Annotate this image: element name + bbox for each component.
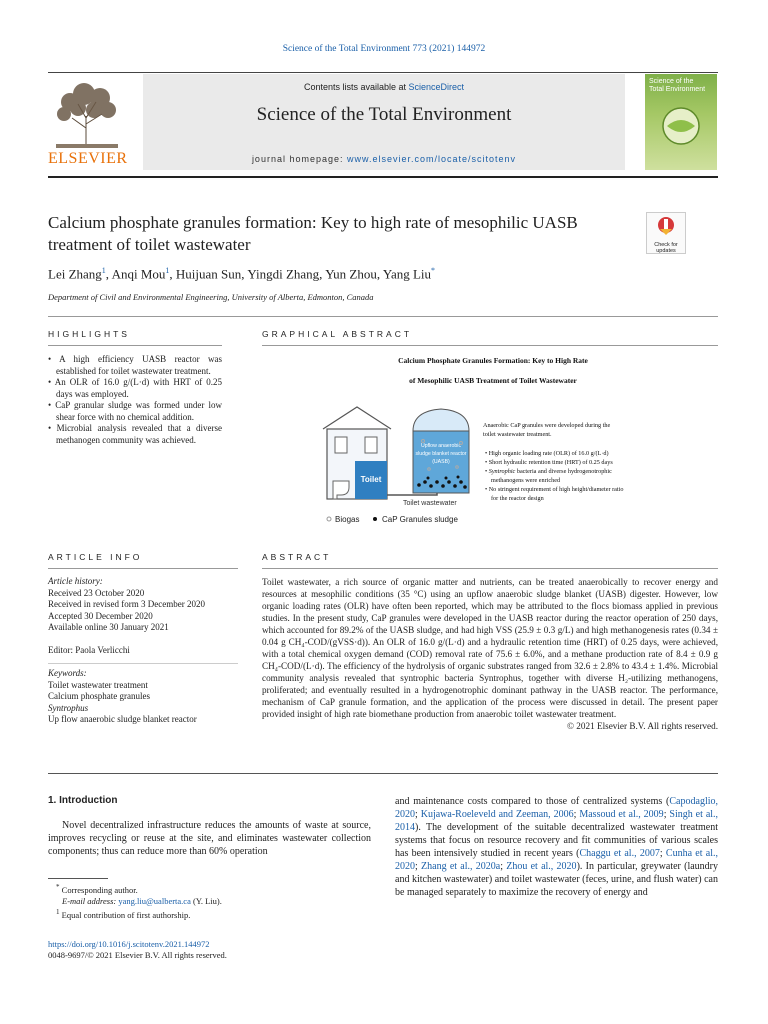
footnotes: [48, 882, 371, 921]
ga-toilet-label: Toilet: [360, 475, 382, 484]
author-mark[interactable]: 1: [101, 266, 106, 275]
ga-pipe-label: Toilet wastewater: [403, 500, 457, 507]
author-separator: ,: [376, 266, 383, 282]
article-info: [48, 576, 238, 726]
check-for-updates-badge[interactable]: [646, 212, 686, 254]
header-bottom-rule: [48, 176, 718, 178]
highlight-item: • An OLR of 16.0 g/(L·d) with HRT of 0.25 days was employed.: [48, 377, 222, 399]
homepage-link[interactable]: www.elsevier.com/locate/scitotenv: [347, 154, 517, 164]
editor: Editor: Paola Verlicchi: [48, 644, 130, 655]
keyword: Up flow anaerobic sludge blanket reactor: [48, 714, 197, 724]
author-separator: ,: [319, 266, 326, 282]
highlights-heading: HIGHLIGHTS: [48, 329, 130, 339]
sciencedirect-link[interactable]: ScienceDirect: [408, 82, 465, 92]
keyword: Syntrophus: [48, 702, 89, 713]
front-matter-rule: [48, 773, 718, 774]
affiliation: Department of Civil and Environmental Engineering, University of Alberta, Edmonton, Canada: [48, 292, 374, 302]
highlight-item: • A high efficiency UASB reactor was established for toilet wastewater treatment.: [48, 354, 223, 376]
keyword: Toilet wastewater treatment: [48, 679, 148, 690]
online-date: Available online 30 January 2021: [48, 622, 169, 632]
footer: [48, 939, 227, 961]
author-list: [48, 266, 435, 282]
ga-bullet3: • Syntrophic bacteria and diverse hydrogenotrophic: [485, 468, 612, 475]
ga-window-right: [365, 437, 377, 453]
ga-reactor-label2: sludge blanket reactor: [415, 451, 467, 457]
footnote-corresponding: * Corresponding author.: [56, 883, 138, 895]
contents-line: Contents lists available at ScienceDirect: [303, 82, 465, 92]
crossmark-label: Check for updates: [654, 242, 678, 254]
ga-intro-line1: Anaerobic CaP granules were developed during the: [483, 422, 611, 429]
ga-title-line1: Calcium Phosphate Granules Formation: Key to High Rate: [398, 356, 588, 365]
author-separator: ,: [105, 266, 112, 282]
history-label: Article history:: [48, 576, 103, 586]
article-info-rule: [48, 568, 238, 569]
abstract-text: Toilet wastewater, a rich source of organic matter and nutrients, can be treated anaerobically to recover energy and resources at mesophilic conditions (35 °C) using an upflow anaerobic sludge blanket (UASB) digester. However, low organic loading rates (OLR) have often been reported, which may be attributed to the flocs biomass applied in previous studies. In the present study, CaP granules were developed in the UASB reactor during the reactor operation of 250 days, which accounted for 89.2% of the UASB sludge, and had high VSS (25.9 ± 0.3 g/L) and high methanogenesis rates (0.34 ± 0.04 g CH₄-COD/(gVSS·d)). An OLR of 16.0 g/(L·d) and a hydraulic retention time (HRT) of 0.25 days, were achieved, with a total chemical oxygen demand (COD) removal rate of 75.6 ± 6.0%, and a methane production rate of 8.4 ± 0.9 g CH₄-COD/(L·d). The efficiency of the hydrolysis of organic substrates ranged from 32.6 ± 2.8% to 43.4 ± 1.4%. Microbial community analysis revealed that syntrophic bacteria Syntrophus, together with diverse H₂-utilizing methanogens, proliferated; and eventually resulted in a hydrogenotrophic dominant pathway in the UASB reactor. The performance, mechanism of CaP granule formation, and the application of the process were discussed in detail. The present paper provided insight of high rate biomethane production from anaerobic toilet wastewater treatment.: [262, 577, 718, 719]
abstract-copyright: © 2021 Elsevier B.V. All rights reserved.: [567, 721, 718, 731]
introduction-col1: Novel decentralized infrastructure reduces the amounts of waste at source, improves recycling or reuse at the site, and eliminates wastewater collection components; thus can reduce more than 60% operation: [48, 820, 371, 857]
ga-bullet4: • No stringent requirement of high height/diameter ratio: [485, 486, 624, 493]
author-separator: ,: [241, 266, 248, 282]
graphical-abstract-heading: GRAPHICAL ABSTRACT: [262, 329, 413, 339]
author-mark[interactable]: 1: [165, 266, 170, 275]
ref-link[interactable]: Zhou et al., 2020: [506, 861, 577, 872]
graphical-abstract-rule: [262, 345, 718, 346]
issn-line: 0048-9697/© 2021 Elsevier B.V. All rights reserved.: [48, 950, 227, 960]
ref-link[interactable]: Singh et al., 2014: [395, 809, 719, 833]
author-name[interactable]: Huijuan Sun: [175, 266, 242, 282]
keyword: Calcium phosphate granules: [48, 691, 150, 701]
highlight-item: • CaP granular sludge was formed under low shear force with no chemical addition.: [48, 400, 222, 422]
journal-homepage: journal homepage: www.elsevier.com/locate/scitotenv: [251, 154, 517, 164]
ref-link[interactable]: Kujawa-Roeleveld and Zeeman, 2006: [420, 809, 574, 820]
highlight-item: • Microbial analysis revealed that a diverse methanogen community was achieved.: [48, 423, 222, 445]
ga-bullet4-cont: for the reactor design: [491, 495, 544, 502]
ga-legend-cap: CaP Granules sludge: [382, 515, 458, 524]
cover-globe-icon: [659, 104, 703, 148]
ga-reactor-label1: Upflow anaerobic: [420, 443, 462, 449]
journal-banner: [143, 74, 625, 170]
crossmark-icon: [656, 215, 676, 237]
ga-bullet3-cont: methanogens were enriched: [491, 477, 561, 484]
received-date: Received 23 October 2020: [48, 587, 145, 598]
doi-link[interactable]: https://doi.org/10.1016/j.scitotenv.2021.144972: [48, 939, 210, 949]
elsevier-tree-logo[interactable]: [50, 78, 124, 150]
ga-reactor-label3: (UASB): [432, 459, 450, 465]
cover-title: Science of the Total Environment: [649, 78, 706, 93]
introduction-heading: 1. Introduction: [48, 795, 118, 806]
ga-bullet2: • Short hydraulic retention time (HRT) of 0.25 days: [485, 459, 613, 466]
footnote-rule: [48, 878, 108, 879]
ga-window-left: [335, 437, 347, 453]
elsevier-wordmark[interactable]: ELSEVIER: [48, 150, 128, 167]
article-title: Calcium phosphate granules formation: Key to high rate of mesophilic UASB treatment of toilet wastewater: [48, 213, 578, 254]
ref-link[interactable]: Chaggu et al., 2007: [579, 848, 660, 859]
header-top-rule: [48, 72, 718, 73]
abstract-heading: ABSTRACT: [262, 552, 332, 562]
title-block-rule: [48, 316, 718, 317]
revised-date: Received in revised form 3 December 2020: [48, 599, 205, 609]
author-name[interactable]: Anqi Mou: [111, 266, 166, 282]
author-name[interactable]: Lei Zhang: [48, 266, 102, 282]
ref-link[interactable]: Massoud et al., 2009: [579, 809, 664, 820]
author-separator: ,: [169, 266, 176, 282]
ref-link[interactable]: Cunha et al., 2020: [395, 848, 719, 872]
ga-intro-line2: toilet wastewater treatment.: [483, 431, 552, 438]
highlights-rule: [48, 345, 222, 346]
journal-citation[interactable]: Science of the Total Environment 773 (2021) 144972: [282, 44, 486, 54]
journal-title: Science of the Total Environment: [256, 104, 512, 125]
author-name[interactable]: Yang Liu: [382, 266, 432, 282]
keywords-label: Keywords:: [48, 668, 87, 678]
abstract-rule: [262, 568, 718, 569]
ga-title-line2: of Mesophilic UASB Treatment of Toilet Wastewater: [409, 376, 577, 385]
journal-cover-thumbnail[interactable]: [645, 74, 717, 170]
ga-bullet1: • High organic loading rate (OLR) of 16.0 g/(L·d): [485, 450, 609, 457]
introduction-col2: and maintenance costs compared to those of centralized systems (Capodaglio, 2020; Kujawa-Roeleveld and Zeeman, 2006; Massoud et al., 2009; Singh et al., 2014). The development of the suitable decentralized wastewater treatment systems that focus on resource recovery and fit communities of various scales has been intensively studied in recent years (Chaggu et al., 2007; Cunha et al., 2020; Zhang et al., 2020a; Zhou et al., 2020). In particular, greywater (laundry and kitchen wastewater) and toilet wastewater (feces, urine, and flush water) can be managed separately to maximize the recovery of energy and: [395, 796, 719, 898]
ref-link[interactable]: Capodaglio, 2020: [395, 796, 718, 820]
footnote-email: E-mail address: yang.liu@ualberta.ca (Y. Liu).: [62, 895, 222, 906]
email-link[interactable]: yang.liu@ualberta.ca: [118, 895, 191, 906]
accepted-date: Accepted 30 December 2020: [48, 610, 153, 621]
author-name[interactable]: Yun Zhou: [325, 266, 377, 282]
ga-legend-biogas: Biogas: [335, 515, 360, 524]
author-name[interactable]: Yingdi Zhang: [247, 266, 320, 282]
highlights-list: [48, 354, 222, 446]
abstract-body: [262, 576, 718, 732]
ga-legend-cap-marker: [373, 517, 377, 521]
article-info-heading: ARTICLE INFO: [48, 552, 143, 562]
author-mark[interactable]: *: [431, 266, 436, 275]
graphical-abstract-figure[interactable]: [317, 349, 669, 529]
ref-link[interactable]: Zhang et al., 2020a: [421, 861, 501, 872]
footnote-equal: $^1$ Equal contribution of first authorship.: [56, 907, 191, 920]
